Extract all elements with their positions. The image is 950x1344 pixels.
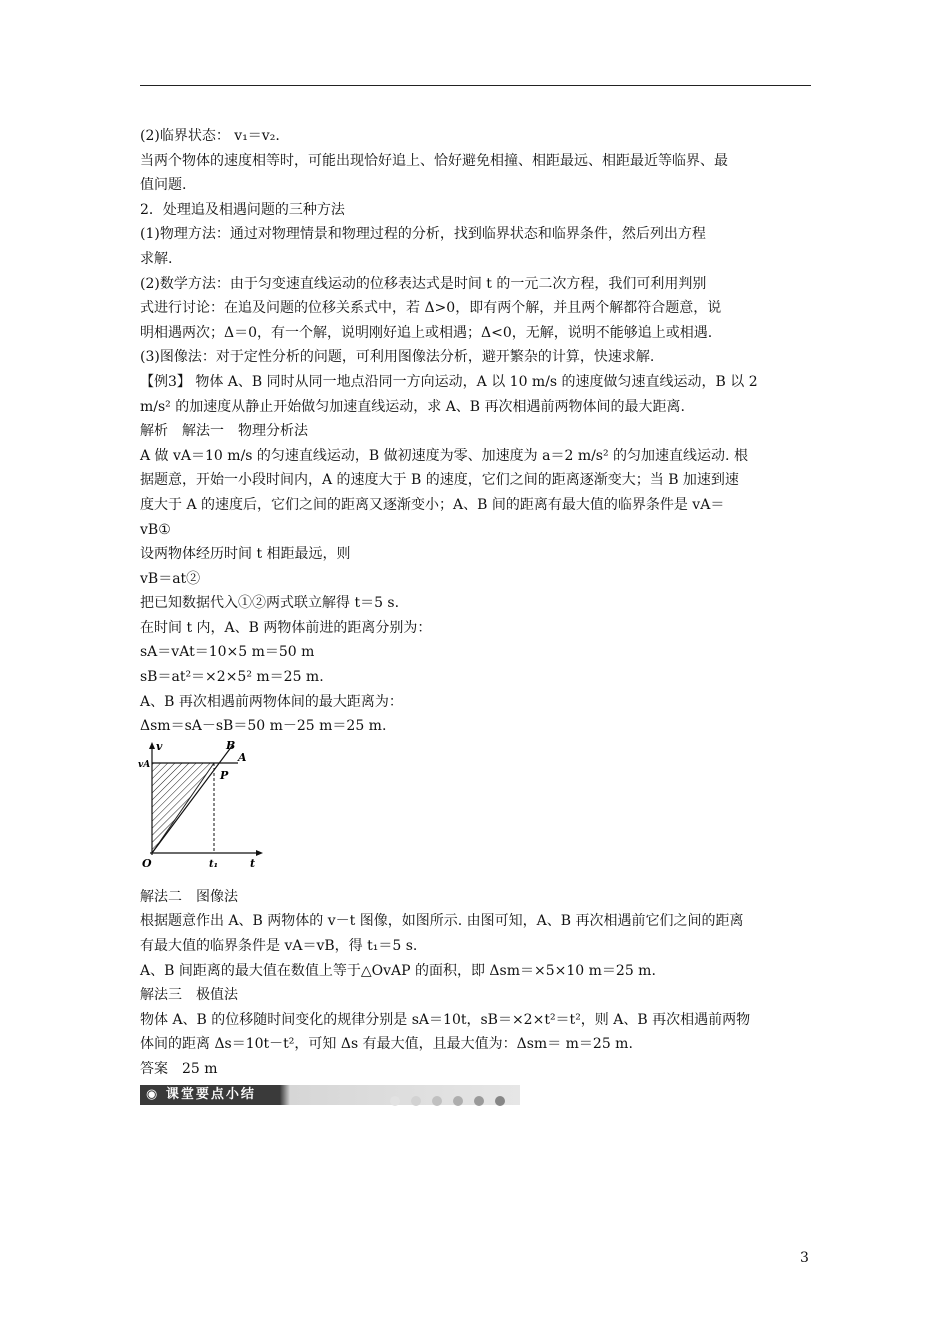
banner-dot (474, 1096, 484, 1106)
banner-dot (411, 1096, 421, 1106)
text-line: A、B 再次相遇前两物体间的最大距离为： (140, 693, 403, 710)
text-line: 明相遇两次；Δ＝0，有一个解，说明刚好追上或相遇；Δ<0，无解，说明不能够追上或相遇. (140, 324, 713, 341)
text-block-solutions (140, 885, 816, 1082)
text-block-methods (140, 124, 816, 739)
label-B: B (226, 738, 236, 752)
text-line: vB＝at② (140, 570, 201, 587)
solution-line: 解法二 图像法 (140, 888, 238, 905)
label-vA: vA (138, 759, 151, 770)
banner-label: ◉ 课堂要点小结 (146, 1086, 256, 1102)
text-line: (3)图像法：对于定性分析的问题，可利用图像法分析，避开繁杂的计算，快速求解. (140, 349, 655, 366)
text-line: 求解. (140, 250, 173, 267)
text-line: 设两物体经历时间 t 相距最远，则 (140, 546, 351, 563)
text-line: 【例3】 物体 A、B 同时从同一地点沿同一方向运动，A 以 10 m/s 的速度做匀速直线运动，B 以 2 (140, 373, 758, 390)
vt-graph-figure (138, 738, 280, 881)
text-line: A 做 vA＝10 m/s 的匀速直线运动，B 做初速度为零、加速度为 a＝2 m/s² 的匀加速直线运动. 根 (140, 447, 748, 464)
text-line: sA＝vAt＝10×5 m＝50 m (140, 644, 315, 661)
header-rule (140, 85, 811, 86)
text-line: (2)数学方法：由于匀变速直线运动的位移表达式是时间 t 的一元二次方程，我们可利用判别 (140, 275, 707, 292)
banner-dot (390, 1096, 400, 1106)
banner-dots (390, 1090, 516, 1100)
y-axis-arrow (149, 742, 155, 749)
axis-label-v: v (156, 739, 163, 753)
text-line: 把已知数据代入①②两式联立解得 t＝5 s. (140, 595, 400, 612)
shaded-triangle-area (152, 763, 214, 853)
text-line: 式进行讨论：在追及问题的位移关系式中，若 Δ>0，即有两个解，并且两个解都符合题意，说 (140, 300, 722, 317)
text-line: 2．处理追及相遇问题的三种方法 (140, 201, 345, 218)
label-A: A (238, 750, 247, 764)
page-number: 3 (800, 1250, 809, 1266)
label-P: P (220, 768, 229, 782)
banner-dot (432, 1096, 442, 1106)
banner-dot (453, 1096, 463, 1106)
text-line: Δsm＝sA－sB＝50 m－25 m＝25 m. (140, 718, 387, 735)
x-axis-arrow (256, 850, 263, 856)
text-line: 解析 解法一 物理分析法 (140, 423, 308, 440)
origin-label: O (142, 856, 152, 870)
text-line: (1)物理方法：通过对物理情景和物理过程的分析，找到临界状态和临界条件，然后列出方程 (140, 226, 706, 243)
text-line: 值问题. (140, 177, 187, 194)
text-line: (2)临界状态： v₁＝v₂. (140, 128, 280, 144)
banner-dot (495, 1096, 505, 1106)
solution-line: 物体 A、B 的位移随时间变化的规律分别是 sA＝10t，sB＝×2×t²＝t²，则 A、B 再次相遇前两物 (140, 1011, 751, 1028)
solution-line: 答案 25 m (140, 1061, 218, 1077)
text-line: 当两个物体的速度相等时，可能出现恰好追上、恰好避免相撞、相距最远、相距最近等临界、最 (140, 152, 728, 169)
section-banner (140, 1085, 520, 1105)
solution-line: 有最大值的临界条件是 vA＝vB，得 t₁＝5 s. (140, 938, 418, 955)
text-line: 在时间 t 内，A、B 两物体前进的距离分别为： (140, 619, 432, 636)
solution-line: A、B 间距离的最大值在数值上等于△OvAP 的面积，即 Δsm＝×5×10 m＝25 m. (140, 962, 656, 979)
solution-line: 根据题意作出 A、B 两物体的 v－t 图像，如图所示. 由图可知，A、B 再次相遇前它们之间的距离 (140, 913, 744, 930)
text-line: 度大于 A 的速度后，它们之间的距离又逐渐变小；A、B 间的距离有最大值的临界条件是 vA＝ (140, 496, 725, 513)
text-line: vB① (140, 521, 171, 538)
text-line: m/s² 的加速度从静止开始做匀加速直线运动，求 A、B 再次相遇前两物体间的最大距离. (140, 398, 685, 415)
text-line: sB＝at²＝×2×5² m＝25 m. (140, 669, 324, 686)
solution-line: 体间的距离 Δs＝10t－t²，可知 Δs 有最大值，且最大值为：Δsm＝ m＝25 m. (140, 1036, 633, 1053)
axis-label-t: t (250, 856, 256, 870)
page-body (140, 124, 816, 1105)
label-t1: t₁ (209, 858, 218, 870)
solution-line: 解法三 极值法 (140, 987, 238, 1004)
text-line: 据题意，开始一小段时间内，A 的速度大于 B 的速度，它们之间的距离逐渐变大；当 B 加速到速 (140, 472, 739, 489)
